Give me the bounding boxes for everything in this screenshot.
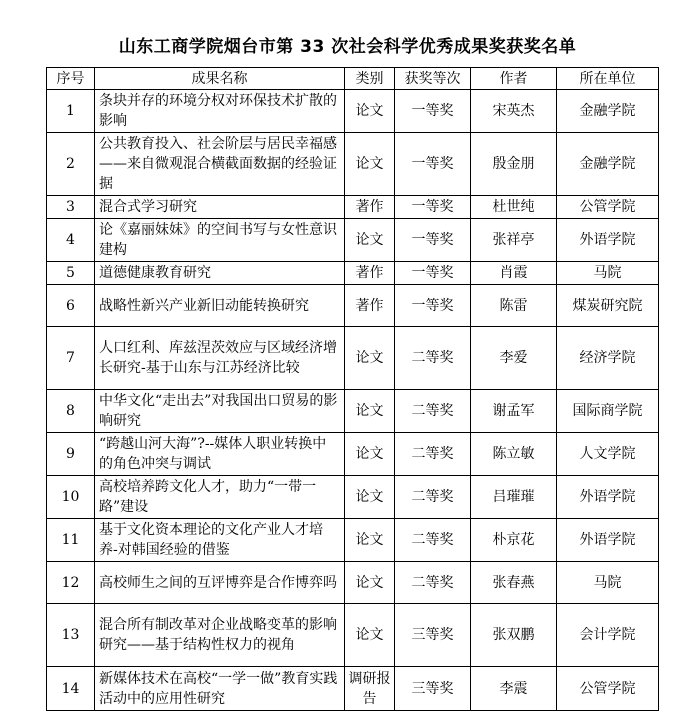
row-award: 一等奖 — [395, 133, 471, 196]
row-unit: 人文学院 — [557, 433, 659, 476]
row-author: 殷金朋 — [471, 133, 557, 196]
row-award: 一等奖 — [395, 262, 471, 285]
row-award: 二等奖 — [395, 519, 471, 562]
table-row — [47, 390, 659, 433]
row-name: 条块并存的环境分权对环保技术扩散的影响 — [95, 90, 345, 133]
header-award: 获奖等次 — [395, 68, 471, 90]
header-name: 成果名称 — [95, 68, 345, 90]
table-row — [47, 327, 659, 390]
row-unit: 国际商学院 — [557, 390, 659, 433]
table-row — [47, 285, 659, 327]
table-row — [47, 219, 659, 262]
row-unit: 煤炭研究院 — [557, 285, 659, 327]
row-no: 7 — [47, 327, 95, 390]
row-name: 人口红利、库兹涅茨效应与区域经济增长研究-基于山东与江苏经济比较 — [95, 327, 345, 390]
row-unit: 金融学院 — [557, 90, 659, 133]
table-row — [47, 262, 659, 285]
header-no: 序号 — [47, 68, 95, 90]
table-row — [47, 476, 659, 519]
header-author: 作者 — [471, 68, 557, 90]
row-no: 2 — [47, 133, 95, 196]
row-type: 著作 — [345, 196, 395, 219]
row-author: 宋英杰 — [471, 90, 557, 133]
row-unit: 经济学院 — [557, 327, 659, 390]
row-unit: 外语学院 — [557, 219, 659, 262]
row-no: 10 — [47, 476, 95, 519]
row-award: 二等奖 — [395, 562, 471, 604]
row-type: 论文 — [345, 433, 395, 476]
row-award: 二等奖 — [395, 476, 471, 519]
row-award: 三等奖 — [395, 604, 471, 667]
row-no: 13 — [47, 604, 95, 667]
row-type: 论文 — [345, 327, 395, 390]
row-type: 论文 — [345, 519, 395, 562]
row-award: 一等奖 — [395, 196, 471, 219]
row-type: 论文 — [345, 133, 395, 196]
row-author: 张祥亭 — [471, 219, 557, 262]
row-award: 三等奖 — [395, 667, 471, 711]
row-author: 肖霞 — [471, 262, 557, 285]
row-unit: 马院 — [557, 262, 659, 285]
row-award: 二等奖 — [395, 327, 471, 390]
row-no: 5 — [47, 262, 95, 285]
row-unit: 外语学院 — [557, 476, 659, 519]
row-unit: 公管学院 — [557, 196, 659, 219]
row-award: 一等奖 — [395, 285, 471, 327]
row-no: 8 — [47, 390, 95, 433]
row-unit: 会计学院 — [557, 604, 659, 667]
row-name: 混合所有制改革对企业战略变革的影响研究——基于结构性权力的视角 — [95, 604, 345, 667]
row-type: 论文 — [345, 604, 395, 667]
row-type: 调研报告 — [345, 667, 395, 711]
row-no: 1 — [47, 90, 95, 133]
row-author: 陈立敏 — [471, 433, 557, 476]
row-author: 陈雷 — [471, 285, 557, 327]
row-author: 张春燕 — [471, 562, 557, 604]
row-award: 一等奖 — [395, 219, 471, 262]
row-type: 著作 — [345, 262, 395, 285]
row-award: 二等奖 — [395, 433, 471, 476]
row-name: 公共教育投入、社会阶层与居民幸福感——来自微观混合横截面数据的经验证据 — [95, 133, 345, 196]
row-unit: 外语学院 — [557, 519, 659, 562]
row-type: 论文 — [345, 476, 395, 519]
table-row — [47, 133, 659, 196]
row-name: 中华文化“走出去”对我国出口贸易的影响研究 — [95, 390, 345, 433]
document-title: 山东工商学院烟台市第 33 次社会科学优秀成果奖获奖名单 — [118, 37, 577, 57]
table-row — [47, 90, 659, 133]
row-type: 著作 — [345, 285, 395, 327]
row-name: 论《嘉丽妹妹》的空间书写与女性意识建构 — [95, 219, 345, 262]
table-row — [47, 196, 659, 219]
row-type: 论文 — [345, 562, 395, 604]
table-header-row — [47, 68, 659, 90]
row-unit: 公管学院 — [557, 667, 659, 711]
row-type: 论文 — [345, 219, 395, 262]
row-name: 混合式学习研究 — [95, 196, 345, 219]
row-author: 李爱 — [471, 327, 557, 390]
row-name: 战略性新兴产业新旧动能转换研究 — [95, 285, 345, 327]
row-no: 12 — [47, 562, 95, 604]
header-type: 类别 — [345, 68, 395, 90]
row-author: 朴京花 — [471, 519, 557, 562]
row-type: 论文 — [345, 90, 395, 133]
row-unit: 金融学院 — [557, 133, 659, 196]
row-author: 谢孟军 — [471, 390, 557, 433]
row-name: 道德健康教育研究 — [95, 262, 345, 285]
row-name: 高校师生之间的互评博弈是合作博弈吗 — [95, 562, 345, 604]
header-unit: 所在单位 — [557, 68, 659, 90]
row-award: 二等奖 — [395, 390, 471, 433]
table-row — [47, 667, 659, 711]
table-row — [47, 562, 659, 604]
row-author: 吕璀璀 — [471, 476, 557, 519]
row-name: “跨越山河大海”?--媒体人职业转换中的角色冲突与调试 — [95, 433, 345, 476]
table-row — [47, 433, 659, 476]
row-name: 基于文化资本理论的文化产业人才培养-对韩国经验的借鉴 — [95, 519, 345, 562]
row-no: 14 — [47, 667, 95, 711]
row-name: 高校培养跨文化人才，助力“一带一路”建设 — [95, 476, 345, 519]
row-award: 一等奖 — [395, 90, 471, 133]
row-type: 论文 — [345, 390, 395, 433]
table-row — [47, 604, 659, 667]
row-no: 9 — [47, 433, 95, 476]
awards-table — [46, 67, 659, 711]
row-no: 6 — [47, 285, 95, 327]
row-no: 4 — [47, 219, 95, 262]
row-unit: 马院 — [557, 562, 659, 604]
row-author: 李震 — [471, 667, 557, 711]
row-author: 张双鹏 — [471, 604, 557, 667]
row-no: 11 — [47, 519, 95, 562]
row-author: 杜世纯 — [471, 196, 557, 219]
row-name: 新媒体技术在高校“一学一做”教育实践活动中的应用性研究 — [95, 667, 345, 711]
table-row — [47, 519, 659, 562]
row-no: 3 — [47, 196, 95, 219]
